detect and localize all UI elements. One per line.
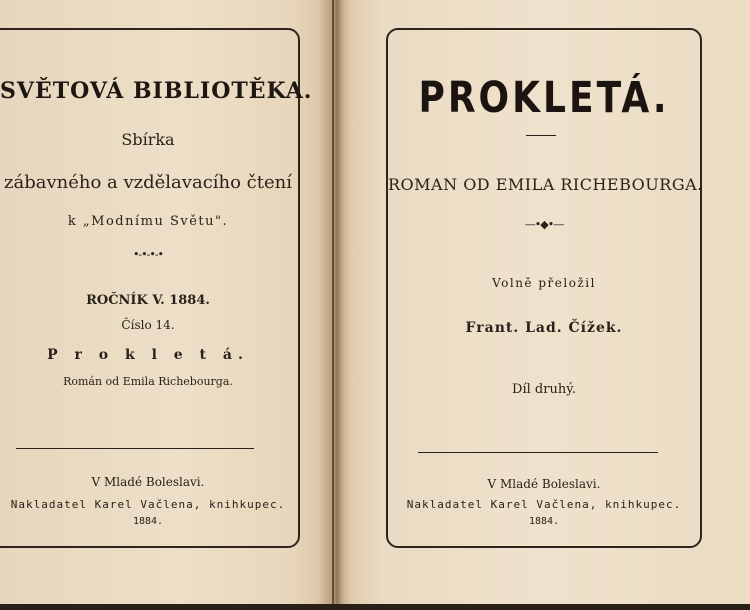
supplement-note: k „Modnímu Světu". bbox=[67, 214, 229, 229]
ornament-divider-left: •-•-•-• bbox=[132, 248, 164, 261]
year-right: 1884. bbox=[528, 516, 560, 527]
bottom-edge bbox=[0, 604, 750, 610]
book-subtitle: ROMAN OD EMILA RICHEBOURGA. bbox=[388, 175, 703, 194]
publisher-city-right: V Mladé Boleslavi. bbox=[487, 477, 601, 491]
translator-name: Frant. Lad. Čížek. bbox=[465, 320, 623, 336]
publisher-right: Nakladatel Karel Vačlena, knihkupec. bbox=[406, 498, 682, 511]
part-label: Díl druhý. bbox=[512, 382, 576, 397]
short-rule bbox=[526, 135, 556, 136]
publisher-left: Nakladatel Karel Vačlena, knihkupec. bbox=[10, 498, 286, 511]
collection-label: Sbírka bbox=[121, 130, 175, 149]
work-title-left: P r o k l e t á. bbox=[47, 347, 249, 363]
ornament-divider-right: —•◆•— bbox=[524, 218, 564, 231]
left-page-border bbox=[0, 28, 313, 548]
publisher-city-left: V Mladé Boleslavi. bbox=[91, 475, 205, 489]
book-gutter bbox=[318, 0, 352, 604]
divider-rule-right bbox=[418, 452, 658, 453]
year-left: 1884. bbox=[132, 516, 164, 527]
divider-rule-left bbox=[16, 448, 254, 449]
volume-year: ROČNÍK V. 1884. bbox=[86, 293, 210, 308]
series-title: SVĚTOVÁ BIBLIOTĚKA. bbox=[0, 78, 313, 104]
issue-number: Číslo 14. bbox=[121, 318, 175, 332]
work-byline-left: Román od Emila Richebourga. bbox=[63, 375, 233, 388]
book-title: PROKLETÁ. bbox=[418, 74, 670, 123]
collection-subtitle: zábavného a vzdělavacího čtení bbox=[3, 172, 292, 193]
translated-by: Volně přeložil bbox=[492, 276, 596, 290]
